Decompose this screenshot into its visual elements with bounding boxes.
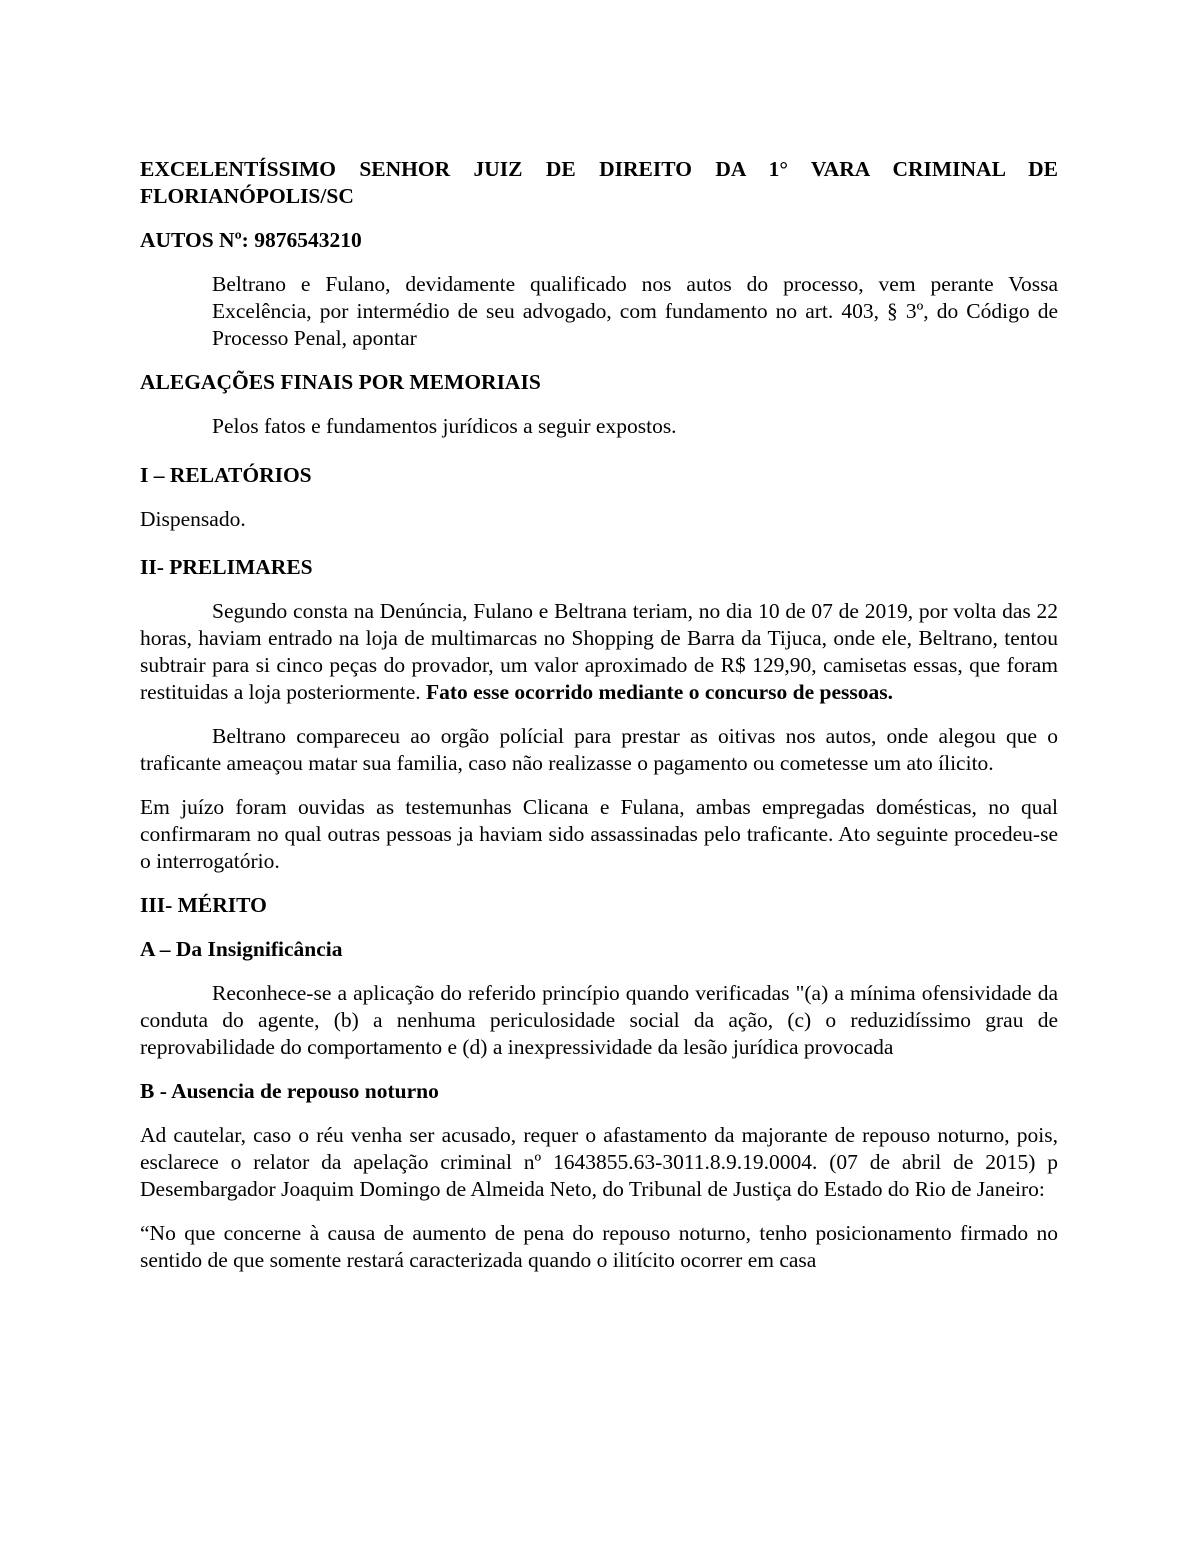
subsection-a-body: Reconhece-se a aplicação do referido princípio quando verificadas "(a) a mínima ofensividade da conduta do agente, (b) a nenhuma periculosidade social da ação, (c) o reduzidíssimo grau de reprovabilidade do comportamento e (d) a inexpressividade da lesão jurídica provocada	[140, 981, 1058, 1059]
main-subtitle: Pelos fatos e fundamentos jurídicos a seguir expostos.	[212, 414, 677, 438]
subsection-b-title: B - Ausencia de repouso noturno	[140, 1079, 439, 1103]
section-2-paragraph-1-text: Segundo consta na Denúncia, Fulano e Beltrana teriam, no dia 10 de 07 de 2019, por volta das 22 horas, haviam entrado na loja de multimarcas no Shopping de Barra da Tijuca, onde ele, Beltrano, tentou subtrair para si cinco peças do provador, um valor aproximado de R$ 129,90, camisetas essas, que foram restituidas a loja posteriormente.	[140, 599, 1058, 704]
section-1-title: I – RELATÓRIOS	[140, 462, 312, 487]
addressee-heading: EXCELENTÍSSIMO SENHOR JUIZ DE DIREITO DA 1° VARA CRIMINAL DE FLORIANÓPOLIS/SC	[140, 157, 1058, 208]
section-3-title: III- MÉRITO	[140, 893, 267, 917]
section-2-paragraph-3: Em juízo foram ouvidas as testemunhas Clicana e Fulana, ambas empregadas domésticas, no qual confirmaram no qual outras pessoas ja haviam sido assassinadas pelo traficante. Ato seguinte procedeu-se o interrogatório.	[140, 795, 1058, 873]
case-number: AUTOS Nº: 9876543210	[140, 228, 362, 252]
section-2-paragraph-2: Beltrano compareceu ao orgão polícial para prestar as oitivas nos autos, onde alegou que o traficante ameaçou matar sua familia, caso não realizasse o pagamento ou cometesse um ato ílicito.	[140, 724, 1058, 775]
section-2-paragraph-1-bold: Fato esse ocorrido mediante o concurso de pessoas.	[426, 680, 893, 704]
subsection-b-body: Ad cautelar, caso o réu venha ser acusado, requer o afastamento da majorante de repouso noturno, pois, esclarece o relator da apelação criminal nº 1643855.63-3011.8.9.19.0004. (07 de abril de 2015) p Desembargador Joaquim Domingo de Almeida Neto, do Tribunal de Justiça do Estado do Rio de Janeiro:	[140, 1123, 1058, 1201]
quote-paragraph: “No que concerne à causa de aumento de pena do repouso noturno, tenho posicionamento firmado no sentido de que somente restará caracterizada quando o ilitícito ocorrer em casa	[140, 1221, 1058, 1272]
section-2-paragraph-1	[140, 598, 1058, 706]
subsection-a-title: A – Da Insignificância	[140, 937, 343, 961]
section-1-body: Dispensado.	[140, 506, 246, 531]
section-2-title: II- PRELIMARES	[140, 555, 313, 579]
intro-paragraph: Beltrano e Fulano, devidamente qualificado nos autos do processo, vem perante Vossa Excelência, por intermédio de seu advogado, com fundamento no art. 403, § 3º, do Código de Processo Penal, apontar	[212, 272, 1058, 350]
document-page	[140, 156, 1058, 1274]
main-title: ALEGAÇÕES FINAIS POR MEMORIAIS	[140, 370, 541, 394]
